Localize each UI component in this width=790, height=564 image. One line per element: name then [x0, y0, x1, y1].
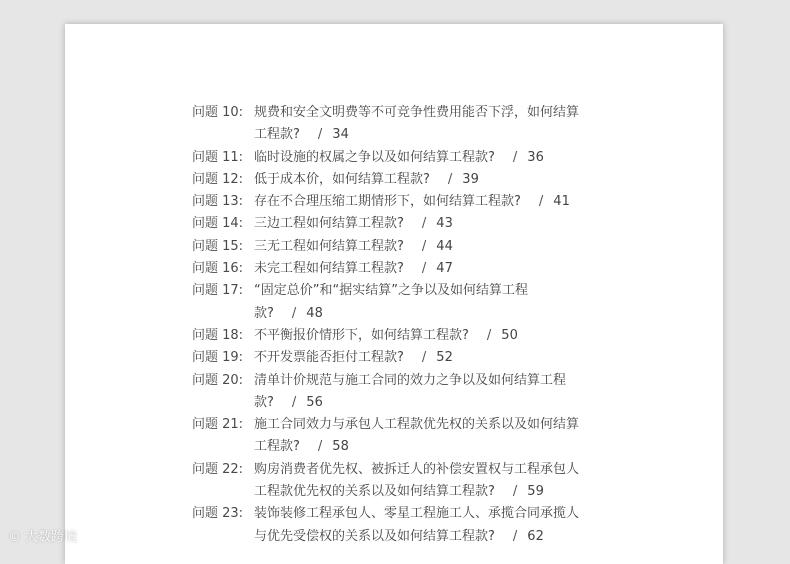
toc-entry-line — [254, 370, 632, 392]
toc-page-number: 41 — [553, 194, 570, 210]
toc-entry — [192, 191, 632, 213]
toc-entry-line — [254, 169, 632, 191]
toc-entry-number: 问题 13: — [192, 194, 244, 210]
toc-page-number: 58 — [332, 439, 349, 455]
toc-entry-line — [254, 459, 632, 481]
toc-entry-line — [254, 347, 632, 369]
table-of-contents — [192, 102, 632, 548]
toc-entry-line — [254, 526, 632, 548]
toc-entry-number: 问题 11: — [192, 149, 244, 165]
toc-entry-line — [254, 191, 632, 213]
toc-entry-line-text: 低于成本价，如何结算工程款? — [254, 171, 430, 187]
toc-entry-line — [254, 481, 632, 503]
toc-page-number: 34 — [332, 127, 349, 143]
toc-entry-title — [254, 370, 632, 415]
watermark-logo — [8, 526, 77, 545]
toc-entry-title — [254, 503, 632, 548]
toc-entry — [192, 169, 632, 191]
toc-separator: / — [486, 327, 492, 343]
toc-entry-line-text: 规费和安全文明费等不可竞争性费用能否下浮，如何结算 — [254, 105, 580, 120]
toc-entry-line-text: 款? — [254, 394, 274, 410]
toc-entry-line — [254, 392, 632, 414]
toc-entry-line — [254, 325, 632, 347]
toc-entry-line — [254, 303, 632, 325]
toc-separator: / — [317, 439, 323, 455]
toc-entry-title — [254, 325, 632, 347]
toc-separator: / — [512, 528, 518, 544]
toc-separator: / — [421, 216, 427, 232]
toc-entry — [192, 147, 632, 169]
toc-entry — [192, 503, 632, 548]
toc-entry-number: 问题 19: — [192, 350, 244, 366]
toc-entry-number: 问题 15: — [192, 238, 244, 254]
toc-separator: / — [291, 394, 297, 410]
document-page — [65, 24, 723, 564]
toc-entry-line-text: 工程款优先权的关系以及如何结算工程款? — [254, 484, 495, 500]
toc-separator: / — [447, 171, 453, 187]
toc-entry — [192, 370, 632, 415]
toc-page-number: 56 — [306, 394, 323, 410]
toc-page-number: 36 — [527, 149, 544, 165]
toc-page-number: 62 — [527, 528, 544, 544]
toc-entry — [192, 258, 632, 280]
toc-entry-title — [254, 280, 632, 325]
toc-entry-title — [254, 213, 632, 235]
toc-entry-title — [254, 102, 632, 147]
toc-separator: / — [512, 149, 518, 165]
toc-entry-line-text: 存在不合理压缩工期情形下，如何结算工程款? — [254, 194, 521, 210]
toc-separator: / — [421, 238, 427, 254]
toc-entry-title — [254, 459, 632, 504]
toc-entry-title — [254, 236, 632, 258]
watermark-icon: © — [8, 530, 21, 545]
toc-entry-line — [254, 503, 632, 525]
toc-separator: / — [421, 261, 427, 277]
toc-entry-title — [254, 347, 632, 369]
toc-entry-number: 问题 10: — [192, 105, 244, 120]
toc-entry-number: 问题 20: — [192, 372, 244, 388]
toc-entry-line-text: 三边工程如何结算工程款? — [254, 216, 404, 232]
toc-entry-line-text: 清单计价规范与施工合同的效力之争以及如何结算工程 — [254, 372, 567, 388]
toc-entry-line — [254, 236, 632, 258]
toc-entry-number: 问题 12: — [192, 171, 244, 187]
toc-page-number: 39 — [462, 171, 479, 187]
toc-entry — [192, 236, 632, 258]
toc-entry-line-text: 款? — [254, 305, 274, 321]
toc-entry-title — [254, 169, 632, 191]
toc-entry-line-text: 临时设施的权属之争以及如何结算工程款? — [254, 149, 495, 165]
toc-page-number: 43 — [436, 216, 453, 232]
toc-entry-title — [254, 191, 632, 213]
toc-entry-line — [254, 213, 632, 235]
toc-page-number: 52 — [436, 350, 453, 366]
toc-entry-line-text: “固定总价”和“据实结算”之争以及如何结算工程 — [254, 283, 528, 299]
toc-entry-line-text: 三无工程如何结算工程款? — [254, 238, 404, 254]
toc-entry — [192, 325, 632, 347]
toc-page-number: 48 — [306, 305, 323, 321]
toc-page-number: 50 — [501, 327, 518, 343]
toc-page-number: 47 — [436, 261, 453, 277]
toc-entry-line — [254, 280, 632, 302]
toc-entry-line-text: 不平衡报价情形下，如何结算工程款? — [254, 327, 469, 343]
toc-entry-line-text: 不开发票能否拒付工程款? — [254, 350, 404, 366]
toc-entry-number: 问题 22: — [192, 461, 244, 477]
toc-entry-line-text: 购房消费者优先权、被拆迁人的补偿安置权与工程承包人 — [254, 461, 580, 477]
toc-entry-number: 问题 21: — [192, 417, 244, 433]
toc-entry-number: 问题 17: — [192, 283, 244, 299]
toc-entry-line-text: 工程款? — [254, 127, 300, 143]
toc-entry — [192, 280, 632, 325]
toc-entry-line-text: 工程款? — [254, 439, 300, 455]
toc-entry-number: 问题 23: — [192, 506, 244, 522]
toc-entry — [192, 414, 632, 459]
toc-entry-line — [254, 124, 632, 146]
toc-entry-number: 问题 14: — [192, 216, 244, 232]
toc-entry-line — [254, 414, 632, 436]
toc-entry-line — [254, 102, 632, 124]
watermark-text: 大数跨境 — [25, 530, 78, 545]
toc-entry-line-text: 与优先受偿权的关系以及如何结算工程款? — [254, 528, 495, 544]
toc-entry — [192, 347, 632, 369]
toc-separator: / — [512, 484, 518, 500]
toc-entry-title — [254, 414, 632, 459]
toc-entry-line-text: 施工合同效力与承包人工程款优先权的关系以及如何结算 — [254, 417, 580, 433]
toc-separator: / — [538, 194, 544, 210]
toc-entry-number: 问题 18: — [192, 327, 244, 343]
toc-entry-number: 问题 16: — [192, 261, 244, 277]
toc-page-number: 44 — [436, 238, 453, 254]
toc-entry-line — [254, 147, 632, 169]
toc-entry-line — [254, 436, 632, 458]
toc-separator: / — [421, 350, 427, 366]
toc-entry-title — [254, 258, 632, 280]
toc-entry-line-text: 装饰装修工程承包人、零星工程施工人、承揽合同承揽人 — [254, 506, 580, 522]
toc-entry — [192, 213, 632, 235]
toc-entry — [192, 102, 632, 147]
toc-entry-line-text: 未完工程如何结算工程款? — [254, 261, 404, 277]
toc-entry-line — [254, 258, 632, 280]
toc-page-number: 59 — [527, 484, 544, 500]
toc-separator: / — [317, 127, 323, 143]
toc-entry-title — [254, 147, 632, 169]
toc-entry — [192, 459, 632, 504]
toc-separator: / — [291, 305, 297, 321]
